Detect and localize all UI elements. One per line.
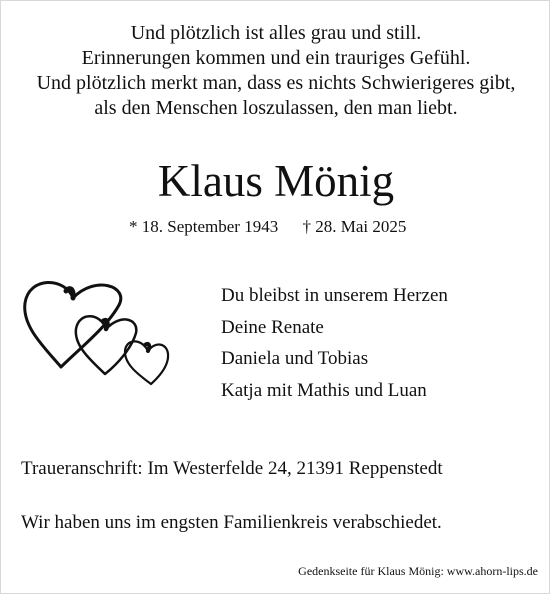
poem-line: Und plötzlich ist alles grau und still. [130, 22, 422, 44]
farewell-note: Wir haben uns im engsten Familienkreis verabschiedet. [21, 512, 442, 533]
signer-line: Daniela und Tobias [221, 348, 369, 369]
signer-line: Katja mit Mathis und Luan [221, 379, 427, 401]
three-hearts-icon [21, 271, 191, 391]
poem [1, 21, 550, 121]
signers [221, 280, 448, 406]
signer-line: Du bleibst in unserem Herzen [221, 285, 448, 306]
poem-line: Erinnerungen kommen und ein trauriges Gefühl. [81, 47, 471, 69]
poem-line: als den Menschen loszulassen, den man liebt. [94, 97, 458, 119]
poem-line: Und plötzlich merkt man, dass es nichts Schwierigeres gibt, [36, 72, 516, 94]
small-heart [125, 341, 168, 384]
life-dates [129, 216, 406, 238]
death-date: † 28. Mai 2025 [302, 217, 407, 236]
mourning-address: Traueranschrift: Im Westerfelde 24, 21391 Reppenstedt [21, 458, 443, 479]
memorial-page-note: Gedenkseite für Klaus Mönig: www.ahorn-lips.de [298, 564, 538, 578]
signer-line: Deine Renate [221, 316, 324, 338]
deceased-name: Klaus Mönig [157, 156, 395, 206]
birth-date: * 18. September 1943 [129, 217, 279, 236]
